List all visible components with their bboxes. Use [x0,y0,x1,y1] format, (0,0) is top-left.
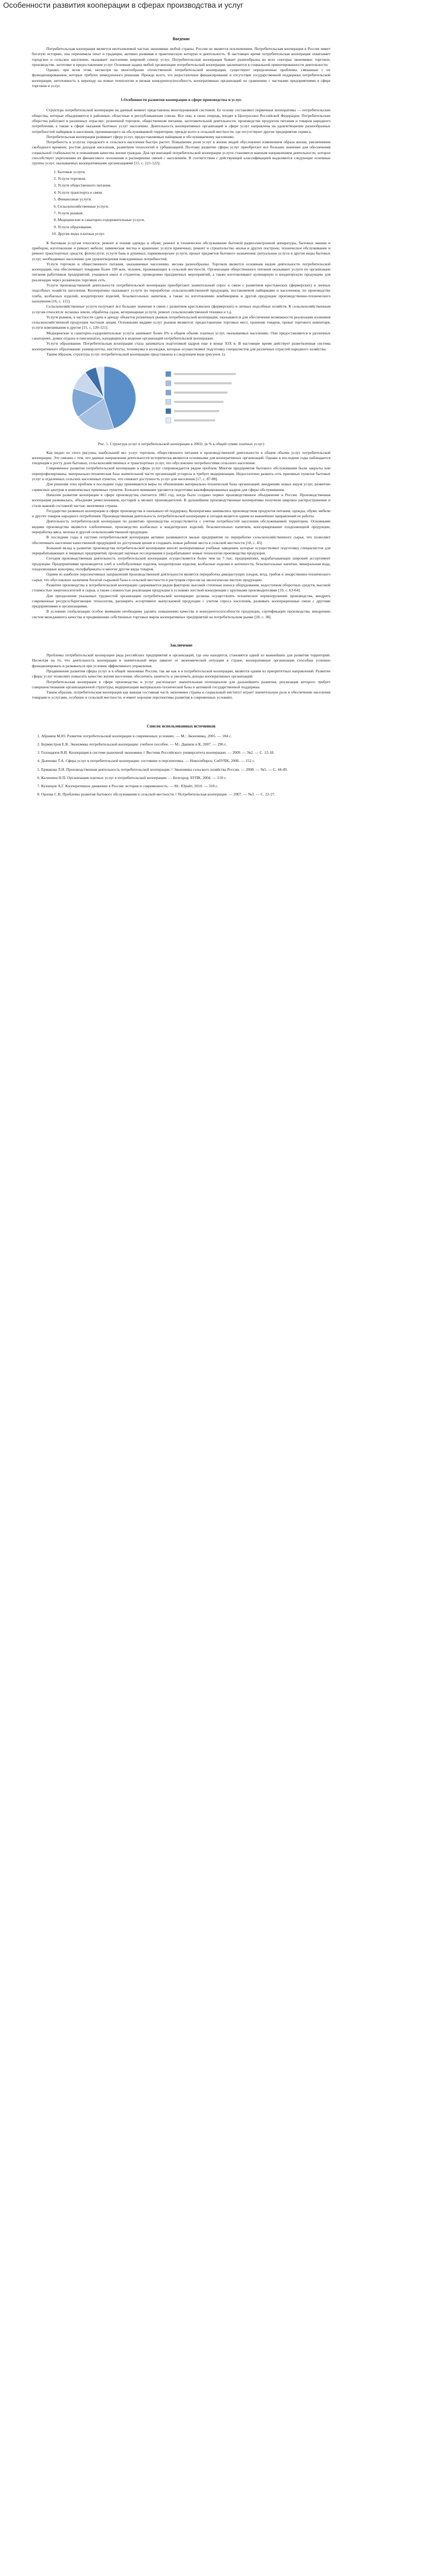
section-paragraph: Как видно из этого рисунка, наибольший вес услуг торговли, общественного питания и производственной деятельности в общем объеме услуг потребительской кооперации. Это связано с тем, что данные направления деятельности исторически являются основными для кооперативных организаций. Однако в последние годы наблюдается тенденция к росту доли бытовых, сельскохозяйственных и транспортных услуг, что обусловлено потребностями сельского населения. [32,450,330,466]
legend-swatch [166,381,171,386]
conclusion-heading: Заключение [170,643,193,648]
conclusion-paragraph: Таким образом, потребительская кооперация как важная составная часть экономики страны и социальный институт играет значительную роль в обеспечении населения товарами и услугами, особенно в сельской местности, и имеет хорошие перспективы развития в современных условиях. [32,690,330,700]
section-paragraph: Сельскохозяйственные услуги получают все большее значение в связи с развитием крестьянских (фермерских) и личных подсобных хозяйств. К сельскохозяйственным услугам относятся: вспашка земли, обработка садов, ветеринарные услуги, ремонт сельскохозяйственной техники и т.д. [32,304,330,314]
list-item: 3. Услуги общественного питания. [58,182,330,189]
service-sector-list [32,168,330,238]
section-paragraph: Деятельность потребительской кооперации по развитию производства осуществляется с учетом потребностей населения обслуживаемой территории. Основными видами производства являются хлебопечение, производство колбасных и кондитерских изделий, безалкогольных напитков, консервирование плодоовощной продукции, переработка мяса, молока и другой сельскохозяйственной продукции. [32,519,330,534]
reference-item: 8. Орлова С.В. Проблемы развития бытового обслуживания в сельской местности // Потребительская кооперация. — 2007. — №3. — С. 22-27. [41,792,330,797]
section-paragraph: Таким образом, структура услуг потребительской кооперации представлена в следующем виде (рисунок 1). [46,351,226,357]
legend-text-placeholder [174,392,228,394]
section-paragraph: Государство развивало кооперацию в сфере производства и оказывало ей поддержку. Кооперативы занимались производством продуктов питания, одежды, обуви, мебели и других товаров народного потребления. Производственная деятельность потребительской кооперации и сегодня является одним из важнейших направлений ее работы. [32,508,330,519]
list-item: 4. Услуги транспорта и связи. [58,189,330,196]
services-pie-figure [32,361,330,438]
section-paragraph: Услуги торговли и общественного питания, оказываемые населению, весьма разнообразны. Торговля является основным видом деятельности потребительской кооперации, она обеспечивает товарами более 100 млн. человек, проживающих в сельской местности. Организации общественного питания оказывают услуги по организации питания работников предприятий, учащихся школ и студентов, проведению праздничных мероприятий, а также изготавливают кулинарную и кондитерскую продукцию для реализации через розничную торговую сеть. [32,261,330,282]
services-pie-chart [47,361,264,438]
figure-caption: Рис. 1. Структура услуг в потребительской кооперации в 2002г. (в % к общей сумме платных услуг) [98,442,265,447]
section-paragraph: Услуги производственной деятельности потребительской кооперации приобретают значительный спрос в связи с развитием крестьянских (фермерских) и личных подсобных хозяйств населения. Кооперативы оказывают услуги по переработке сельскохозяйственной продукции, поставляемой пайщиками и населением, по производству хлеба, колбасных изделий, кондитерских изделий, безалкогольных напитков, а также по изготовлению комбикормов и другой продукции производственно-технического назначения [16, с. 115]. [32,283,330,303]
list-item: 9. Услуги образования. [58,224,330,230]
reference-item: 5. Ермакова Л.Н. Производственная деятельность потребительской кооперации // Экономика сельского хозяйства России. — 2008. — №5. — С. 44-49. [41,767,330,772]
section-paragraph: К бытовым услугам относятся: ремонт и пошив одежды и обуви; ремонт и техническое обслуживание бытовой радиоэлектронной аппаратуры, бытовых машин и приборов; изготовление и ремонт мебели; химическая чистка и крашение; услуги прачечных; ремонт и строительство жилья и других построек; техническое обслуживание и ремонт транспортных средств; фотоуслуги; услуги бань и душевых; парикмахерские услуги; прокат предметов бытового назначения; ритуальные услуги и другие виды бытовых услуг, необходимых населению для удовлетворения повседневных потребностей. [32,240,330,261]
references-heading: Список использованных источников [147,723,216,728]
list-item: 6. Сельскохозяйственные услуги. [58,203,330,210]
section-paragraph: Услуги рынков, в частности сдача в аренду объектов розничных рынков потребительской кооперации, оказываются для обеспечения возможности реализации излишков сельскохозяйственной продукции частным лицам. Основными видами услуг рынков являются: предоставление торговых мест, хранение товаров, прокат торгового инвентаря, услуги взвешивания и другие [15, с. 120-121]. [32,314,330,330]
reference-item: 7. Кузнецов А.Г. Кооперативное движение в России: история и современность. — М.: Юрайт, 2010. — 318 с. [41,784,330,789]
reference-item: 2. Бурмистров Е.В. Экономика потребительской кооперации: учебное пособие. — М.: Дашков и К, 2007. — 296 с. [41,742,330,747]
legend-text-placeholder [174,401,223,403]
legend-swatch [166,390,171,395]
list-item: 5. Финансовые услуги. [58,196,330,202]
document-body [32,34,330,800]
list-item: 7. Услуги рынков. [58,210,330,216]
reference-item: 1. Абрамов М.Ю. Развитие потребительской кооперации в современных условиях. — М.: Экономика, 2005. — 184 с. [41,734,330,739]
reference-item: 3. Голощапов В.И. Кооперация в системе рыночной экономики // Вестник Российского университета кооперации. — 2009. — №2. — С. 12-18. [41,750,330,755]
section-paragraph: Потребительская кооперация развивает сферу услуг, предоставляемых пайщикам и обслуживаемому населению. [46,134,235,139]
legend-swatch [166,371,171,377]
intro-paragraph: Потребительская кооперация является неотъемлемой частью экономики любой страны. России не является исключением. Потребительская кооперация в России имеет богатую историю, она перенимала опыт и традиции, активно развивая в практическую которую и деятельность. В настоящее время потребительская кооперация охватывает городское и сельское население, оказывает населению широкий спектр услуг. Потребительская кооперация бывает разнообразна во всех секторах экономики: торговле, производстве, заготовке и предоставлении услуг. Основная задача любой организации потребительской кооперации заключается в социальной ориентированности деятельности. [32,46,330,67]
section-paragraph: Услуги образования. Потребительская кооперация стала заниматься подготовкой кадров еще в конце XIX в. В настоящее время действует разветвленная система кооперативного образования: университеты, институты, техникумы и колледжи, которые осуществляют подготовку специалистов для различных отраслей народного хозяйства. [32,341,330,351]
reference-item: 6. Калинина Н.П. Организация платных услуг в потребительской кооперации. — Белгород: БУПК, 2004. — 210 с. [41,775,330,781]
section-paragraph: Развитие производства в потребительской кооперации сдерживается рядом факторов: высокой степенью износа оборудования, недостатком оборотных средств, высокой стоимостью энергоносителей и сырья, а также сложностью реализации продукции в условиях жесткой конкуренции с крупными производителями [19, с. 63-64]. [32,582,330,593]
intro-heading: Введение [172,37,190,41]
legend-text-placeholder [174,419,215,421]
legend-swatch [166,399,171,404]
section-paragraph: Структура потребительской кооперации на данный момент представлена многоуровневой системой. Ее основу составляют первичные кооперативы — потребительские общества, которые объединяются в районные, областные и республиканские союзы. Все они, в свою очередь, входят в Центросоюз Российской Федерации. Потребительские общества работают в различных отраслях: розничной торговле, общественном питании, заготовительной деятельности, производстве продуктов питания и товаров народного потребления, а также в сфере оказания бытовых услуг населению. Деятельность кооперативных организаций в сфере услуг направлена на удовлетворение разнообразных потребностей пайщиков и населения, проживающего на обслуживаемой территории, прежде всего в сельской местности, где отсутствуют другие предприятия сервиса. [32,108,330,134]
list-item: 8. Медицинские и санаторно-оздоровительные услуги. [58,216,330,223]
section-paragraph: Потребность в услугах городского и сельского населения быстро растет. Повышение роли услуг в жизни людей обусловлено изменением образа жизни, увеличением свободного времени, ростом доходов населения, развитием технологий и урбанизацией. Поэтому развитие сферы услуг приобретает все большее значение для обеспечения социальной стабильности и повышения качества жизни граждан. Для организаций потребительской кооперации услуги становятся важным направлением деятельности, которое способствует укреплению их финансового положения и расширению связей с населением. В соответствии с действующей классификацией выделяются следующие основные группы услуг, оказываемых кооперативными организациями [15, с. 121-122]: [32,140,330,166]
section-paragraph: Сегодня производственная деятельность потребительской кооперации осуществляется более чем на 7 тыс. предприятиях, вырабатывающих широкий ассортимент продукции. Предприятиями производится хлеб и хлебобулочные изделия, кондитерские изделия, колбасные изделия и копчености, безалкогольные напитки, минеральная вода, плодоовощные консервы, полуфабрикаты и многие другие виды товаров. [32,556,330,572]
section-paragraph: Современное развитие потребительской кооперации в сфере услуг сопровождается рядом проблем. Многие предприятия бытового обслуживания были закрыты или перепрофилированы, материально-техническая база значительной части организаций устарела и требует модернизации. Недостаточно развита сеть приемных пунктов бытовых услуг в отдаленных сельских населенных пунктах, что снижает доступность услуг для населения [17, с. 87-88]. [32,466,330,482]
conclusion-paragraph: Потребительская кооперация в сфере производства и услуг располагает значительным потенциалом для дальнейшего развития, реализация которого требует совершенствования организационной структуры, модернизации материально-технической базы и активной государственной поддержки. [32,679,330,689]
section-paragraph: Началом развития кооперации в сфере производства считается 1865 год, когда было создано первое производственное объединение в России. Производственная кооперация развивалась, объединяя ремесленников, кустарей и мелких производителей. В дальнейшем производственные кооперативы получили широкое распространение и стали важной составной частью экономики страны. [32,492,330,508]
legend-swatch [166,418,171,423]
page-title: Особенности развития кооперации в сферах производства и услуг [3,1,243,10]
conclusion-paragraph: Продвижение развития сферы услуг и в общей экономике России, так же как и в потребительской кооперации, является одним из приоритетных направлений. Развитие сферы услуг позволяет повысить качество жизни населения, обеспечить занятость и увеличить доходы кооперативных организаций. [32,668,330,679]
legend-text-placeholder [174,373,236,375]
section-heading: 1.Особенности развития кооперации в сфере производства и услуг. [120,97,242,103]
section-paragraph: Для решения этих проблем в последние годы принимаются меры по обновлению материально-технической базы организаций, внедрению новых видов услуг, развитию сервисных центров и комплексных приемных пунктов. Большое внимание уделяется подготовке квалифицированных кадров для сферы обслуживания. [32,482,330,492]
legend-swatch [166,409,171,414]
section-paragraph: Для преодоления указанных трудностей организации потребительской кооперации должны осуществлять техническое перевооружение производства, внедрять современные ресурсосберегающие технологии, расширять ассортимент выпускаемой продукции с учетом спроса населения, развивать кооперационные связи с другими предприятиями и организациями. [32,593,330,609]
reference-item: 4. Дьяченко Т.А. Сфера услуг в потребительской кооперации: состояние и перспективы. — Новосибирск: СибУПК, 2006. — 152 с. [41,758,330,764]
section-paragraph: Одним из наиболее перспективных направлений производственной деятельности является переработка дикорастущих плодов, ягод, грибов и лекарственно-технического сырья, что обусловлено наличием богатой сырьевой базы в сельской местности и растущим спросом на экологически чистую продукцию. [32,572,330,582]
section-paragraph: В условиях глобализации особое внимание необходимо уделять повышению качества и конкурентоспособности продукции, сертификации производства, внедрению систем менеджмента качества и продвижению собственных торговых марок кооперативных предприятий на потребительском рынке [20, с. 38]. [32,609,330,619]
list-item: 2. Услуги торговли. [58,175,330,182]
intro-paragraph: Однако, при всем этом, несмотря на многообразие отечественной потребительской кооперации, существуют определенные проблемы, связанные с их функционированием, которые требуют немедленного решения. Прежде всего, это недостаточное финансирование и отсутствие государственной поддержки потребительской кооперации, неготовность к переходу на новые технологии и низкая конкурентоспособность кооперативных организаций по сравнению с частными предприятиями в сфере торговли и услуг. [32,67,330,89]
section-paragraph: Медицинские и санаторно-оздоровительные услуги занимают более 6% в общем объеме платных услуг, оказываемых населению. Они предоставляются в различных санаториях, домах отдыха и пансионатах, находящихся в ведении организаций потребительской кооперации. [32,330,330,341]
list-item: 10. Другие виды платных услуг. [58,230,330,237]
legend-text-placeholder [174,410,219,412]
section-paragraph: В последние годы в системе потребительской кооперации активно развиваются малые предприятия по переработке сельскохозяйственного сырья, что позволяет обеспечивать население качественной продукцией по доступным ценам и создавать новые рабочие места в сельской местности [18, с. 45]. [32,535,330,545]
legend-text-placeholder [174,382,232,384]
section-paragraph: Большой вклад в развитие производства потребительской кооперации вносят кооперативные учебные заведения, которые осуществляют подготовку специалистов для перерабатывающих и пищевых предприятий, проводят научные исследования и разрабатывают новые технологии производства продукции. [32,545,330,556]
list-item: 1. Бытовые услуги. [58,168,330,175]
conclusion-paragraph: Проблемы потребительской кооперации ряда российских предприятий и организаций, где она находится, становятся одной из важнейших для развития территорий. Несмотря на то, что деятельность кооперации в значительной мере зависит от экономической ситуации в стране, кооперативные организации способны успешно функционировать и развиваться при условии эффективного управления. [32,653,330,668]
references-list [32,734,330,798]
